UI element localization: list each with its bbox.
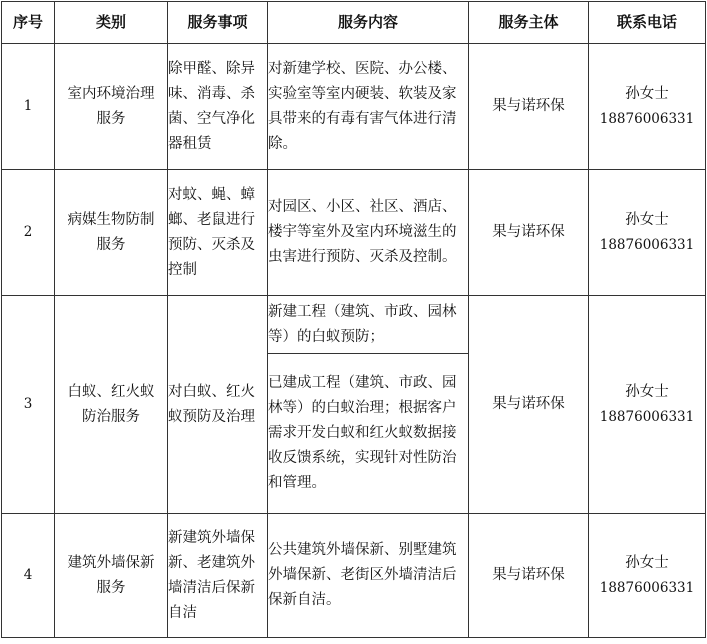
row-content: 对园区、小区、社区、酒店、楼宇等室外及室内环境滋生的虫害进行预防、灭杀及控制。	[268, 170, 469, 296]
table-row	[2, 514, 706, 638]
row-content: 对新建学校、医院、办公楼、实验室等室内硬装、软装及家具带来的有毒有害气体进行清除。	[268, 44, 469, 170]
row-contact-cell	[589, 296, 706, 514]
row-number: 2	[2, 170, 55, 296]
header-content: 服务内容	[268, 2, 469, 44]
row-phone: 18876006331	[599, 236, 695, 253]
header-phone: 联系电话	[589, 2, 706, 44]
row-category: 白蚁、红火蚁防治服务	[55, 296, 168, 514]
row-provider: 果与诺环保	[469, 514, 589, 638]
row-content-a: 新建工程（建筑、市政、园林等）的白蚁预防；	[268, 296, 469, 354]
header-category: 类别	[55, 2, 168, 44]
header-provider: 服务主体	[469, 2, 589, 44]
row-number: 1	[2, 44, 55, 170]
row-category: 室内环境治理服务	[55, 44, 168, 170]
row-contact: 孙女士	[625, 211, 669, 228]
row-item: 对蚊、蝇、蟑螂、老鼠进行预防、灭杀及控制	[168, 170, 268, 296]
table-row	[2, 44, 706, 170]
row-contact: 孙女士	[625, 383, 669, 400]
row-content-b: 已建成工程（建筑、市政、园林等）的白蚁治理；根据客户需求开发白蚁和红火蚁数据接收反馈系统，实现针对性防治和管理。	[268, 354, 469, 514]
table-row	[2, 296, 706, 354]
row-contact-cell	[589, 44, 706, 170]
row-contact-cell	[589, 170, 706, 296]
table-row	[2, 170, 706, 296]
row-item: 除甲醛、除异味、消毒、杀菌、空气净化器租赁	[168, 44, 268, 170]
header-row	[2, 2, 706, 44]
row-contact-cell	[589, 514, 706, 638]
row-provider: 果与诺环保	[469, 170, 589, 296]
service-table	[1, 1, 706, 638]
row-content: 公共建筑外墙保新、别墅建筑外墙保新、老街区外墙清洁后保新自洁。	[268, 514, 469, 638]
header-no: 序号	[2, 2, 55, 44]
row-category: 建筑外墙保新服务	[55, 514, 168, 638]
row-phone: 18876006331	[599, 110, 695, 127]
row-provider: 果与诺环保	[469, 296, 589, 514]
row-contact: 孙女士	[625, 85, 669, 102]
header-item: 服务事项	[168, 2, 268, 44]
row-category: 病媒生物防制服务	[55, 170, 168, 296]
row-item: 对白蚁、红火蚁预防及治理	[168, 296, 268, 514]
row-phone: 18876006331	[599, 408, 695, 425]
row-number: 4	[2, 514, 55, 638]
row-provider: 果与诺环保	[469, 44, 589, 170]
row-phone: 18876006331	[599, 579, 695, 596]
row-item: 新建筑外墙保新、老建筑外墙清洁后保新自洁	[168, 514, 268, 638]
row-contact: 孙女士	[625, 554, 669, 571]
row-number: 3	[2, 296, 55, 514]
